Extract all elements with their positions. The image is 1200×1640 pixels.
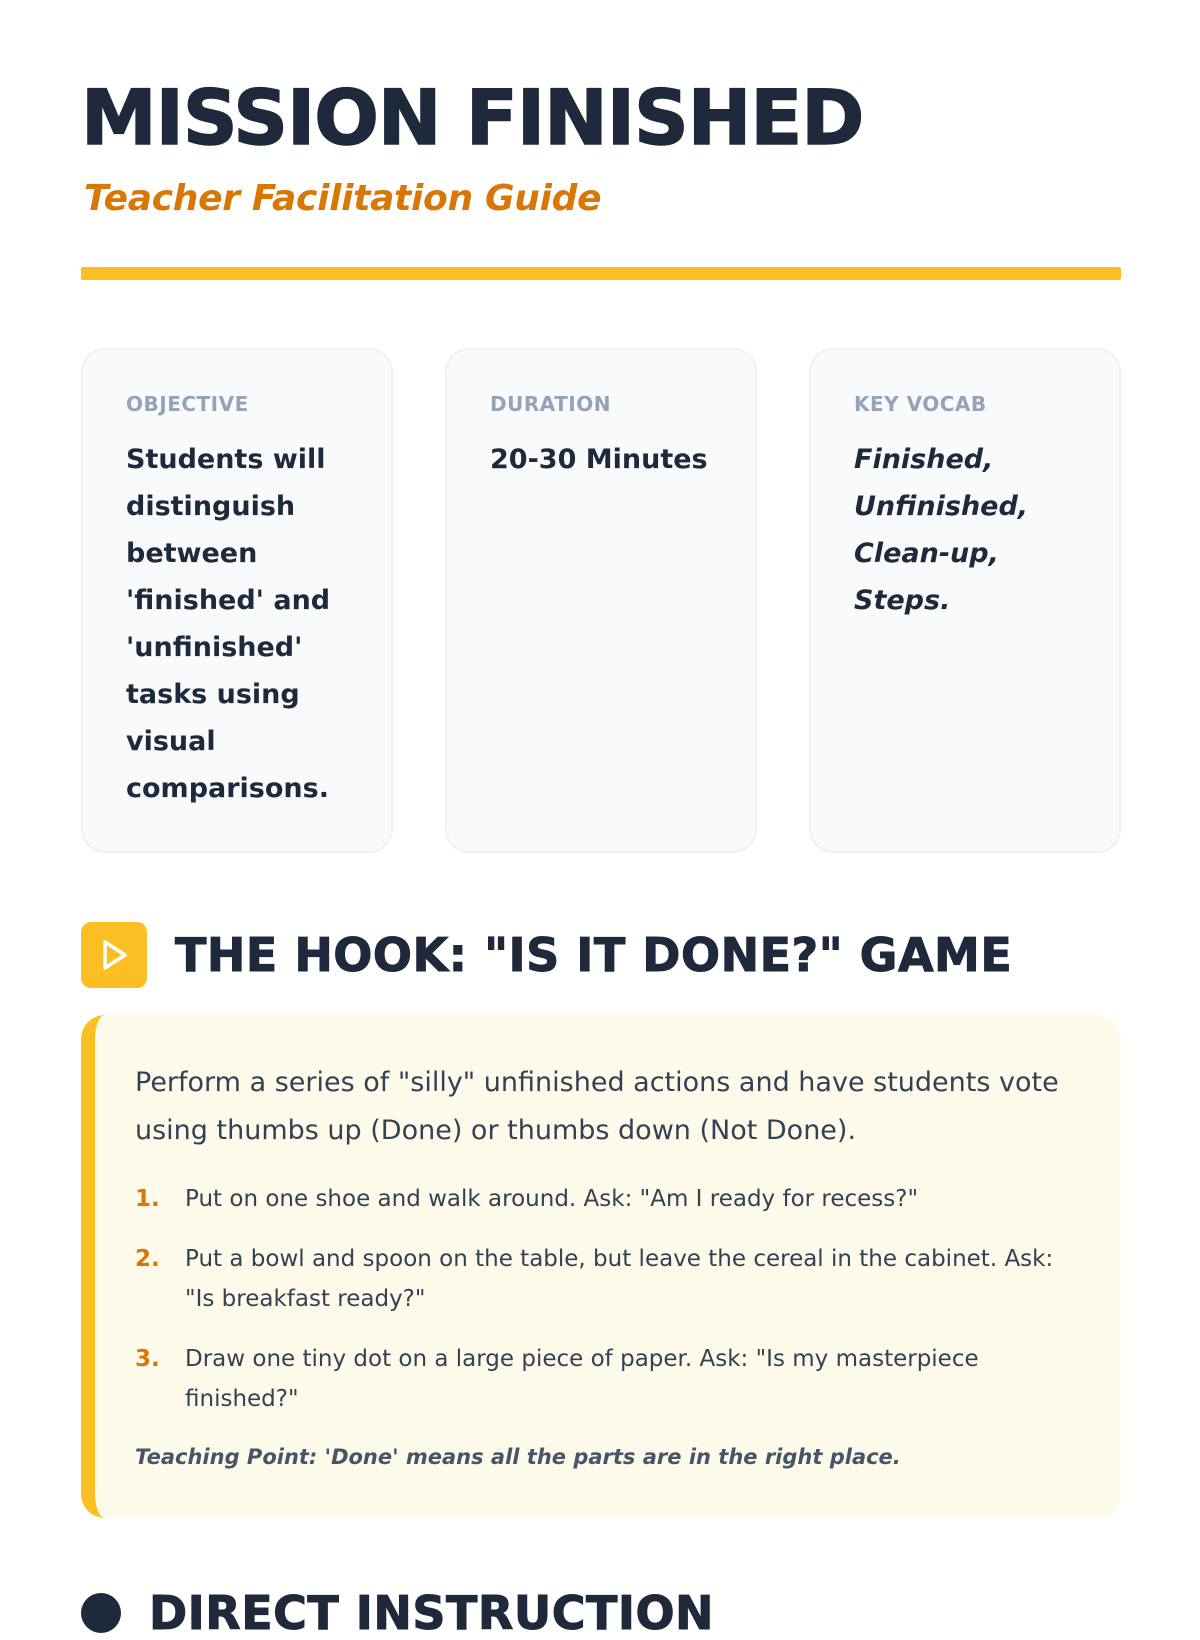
duration-card [445,348,757,853]
page-title: MISSION FINISHED [81,73,864,162]
page-subtitle: Teacher Facilitation Guide [84,178,602,219]
step-text: Put on one shoe and walk around. Ask: "Am I ready for recess?" [185,1186,919,1212]
hook-callout [81,1015,1121,1518]
list-item [135,1339,1081,1419]
duration-text: 20-30 Minutes [490,444,708,475]
play-icon [81,922,147,988]
next-section-header [81,1586,714,1640]
info-cards [81,348,1121,853]
step-text: Draw one tiny dot on a large piece of paper. Ask: "Is my masterpiece finished?" [185,1346,979,1412]
key-vocab-label: KEY VOCAB [854,392,987,416]
step-number: 1. [135,1186,160,1212]
key-vocab-text: Finished, Unfinished, Clean-up, Steps. [854,444,1029,616]
step-number: 3. [135,1346,160,1372]
list-item [135,1179,1081,1219]
step-number: 2. [135,1246,160,1272]
step-text: Put a bowl and spoon on the table, but leave the cereal in the cabinet. Ask: "Is breakfast ready?" [185,1246,1054,1312]
section-circle-icon [81,1593,121,1633]
hook-intro: Perform a series of "silly" unfinished actions and have students vote using thumbs up (Done) or thumbs down (Not Done). [135,1067,1059,1146]
next-section-title: DIRECT INSTRUCTION [149,1586,715,1640]
key-vocab-card [809,348,1121,853]
duration-label: DURATION [490,392,611,416]
list-item [135,1239,1081,1319]
hook-steps [135,1179,1081,1419]
hook-section-title: THE HOOK: "IS IT DONE?" GAME [175,928,1013,982]
objective-text: Students will distinguish between 'finished' and 'unfinished' tasks using visual comparisons. [126,444,331,804]
objective-label: OBJECTIVE [126,392,249,416]
header-divider [81,267,1121,280]
teaching-point: Teaching Point: 'Done' means all the parts are in the right place. [135,1445,901,1469]
hook-section-header [81,922,1012,988]
objective-card [81,348,393,853]
